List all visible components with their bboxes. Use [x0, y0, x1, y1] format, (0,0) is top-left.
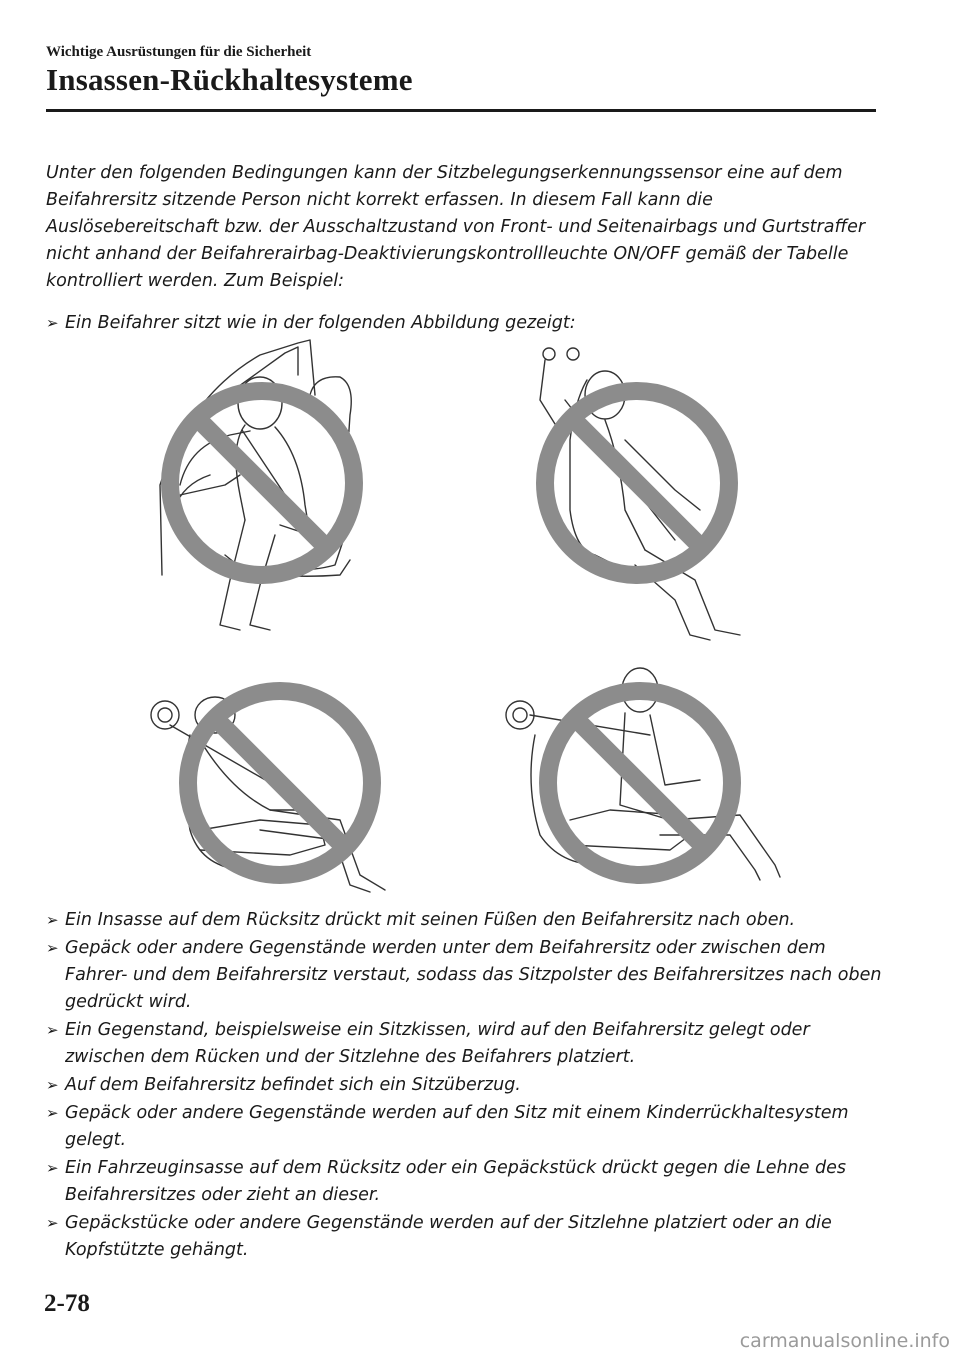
- bullet-arrow-icon: ➢: [46, 1076, 59, 1094]
- bullet-line: Gepäck oder andere Gegenstände werden unter dem Beifahrersitz oder zwischen dem: [65, 938, 826, 958]
- bullet-line: gedrückt wird.: [65, 992, 192, 1012]
- bullet-line: Gepäckstücke oder andere Gegenstände werden auf der Sitzlehne platziert oder an die: [65, 1213, 832, 1233]
- bullet-arrow-icon: ➢: [46, 939, 59, 957]
- illustration-sitting-forward: [500, 665, 790, 895]
- intro-line: kontrolliert werden. Zum Beispiel:: [46, 271, 344, 291]
- bullet-item: [46, 1017, 886, 1071]
- bullet-line: Ein Insasse auf dem Rücksitz drückt mit seinen Füßen den Beifahrersitz nach oben.: [65, 910, 796, 930]
- bullet-line: Ein Fahrzeuginsasse auf dem Rücksitz oder ein Gepäckstück drückt gegen die Lehne des: [65, 1158, 847, 1178]
- bullet-arrow-icon: ➢: [46, 1021, 59, 1039]
- page-number: 2-78: [44, 1290, 90, 1317]
- intro-line: Auslösebereitschaft bzw. der Ausschaltzustand von Front- und Seitenairbags und Gurtstraffer: [46, 217, 866, 237]
- intro-line: Unter den folgenden Bedingungen kann der Sitzbelegungserkennungssensor eine auf dem: [46, 163, 843, 183]
- bullet-arrow-icon: ➢: [46, 1159, 59, 1177]
- page-title: Insassen-Rückhaltesysteme: [46, 62, 413, 97]
- bullet-line: Fahrer- und dem Beifahrersitz verstaut, sodass das Sitzpolster des Beifahrersitzes nach oben: [65, 965, 882, 985]
- bullet-line: gelegt.: [65, 1130, 127, 1150]
- bullet-line: Ein Gegenstand, beispielsweise ein Sitzkissen, wird auf den Beifahrersitz gelegt oder: [65, 1020, 810, 1040]
- bullet-item: [46, 310, 886, 337]
- bullet-item: [46, 907, 886, 934]
- intro-line: nicht anhand der Beifahrerairbag-Deaktivierungskontrollleuchte ON/OFF gemäß der Tabelle: [46, 244, 849, 264]
- arm: [180, 475, 240, 495]
- bullet-line: zwischen dem Rücken und der Sitzlehne des Beifahrers platziert.: [65, 1047, 636, 1067]
- bullet-item: [46, 1155, 886, 1209]
- bullet-item: [46, 1100, 886, 1154]
- bullet-arrow-icon: ➢: [46, 1104, 59, 1122]
- prohibition-sign-icon: [170, 391, 354, 575]
- bullet-arrow-icon: ➢: [46, 1214, 59, 1232]
- intro-line: Beifahrersitz sitzende Person nicht korrekt erfassen. In diesem Fall kann die: [46, 190, 713, 210]
- illustration-leaning-forward: [140, 680, 400, 900]
- bullet-line: Gepäck oder andere Gegenstände werden auf den Sitz mit einem Kinderrückhaltesystem: [65, 1103, 849, 1123]
- bullet-arrow-icon: ➢: [46, 314, 59, 332]
- intro-paragraph: [46, 160, 886, 295]
- bullet-item: [46, 935, 886, 1016]
- bullet-line: Auf dem Beifahrersitz befindet sich ein Sitzüberzug.: [65, 1075, 521, 1095]
- bullet-item: [46, 1072, 886, 1099]
- illustration-arm-raised: [525, 340, 755, 645]
- prohibition-sign-icon: [545, 391, 729, 575]
- header-divider: [46, 109, 876, 112]
- bullet-line: Ein Beifahrer sitzt wie in der folgenden Abbildung gezeigt:: [65, 313, 576, 333]
- bullet-line: Kopfstützte gehängt.: [65, 1240, 249, 1260]
- prohibition-sign-icon: [188, 691, 372, 875]
- belt-anchor: [151, 701, 179, 729]
- bullet-item: [46, 1210, 886, 1264]
- watermark: carmanualsonline.info: [739, 1330, 950, 1352]
- section-title: Wichtige Ausrüstungen für die Sicherheit: [46, 44, 312, 60]
- prohibition-sign-icon: [548, 691, 732, 875]
- bullet-line: Beifahrersitzes oder zieht an dieser.: [65, 1185, 381, 1205]
- illustration-slouched-passenger: [150, 335, 390, 640]
- bullet-arrow-icon: ➢: [46, 911, 59, 929]
